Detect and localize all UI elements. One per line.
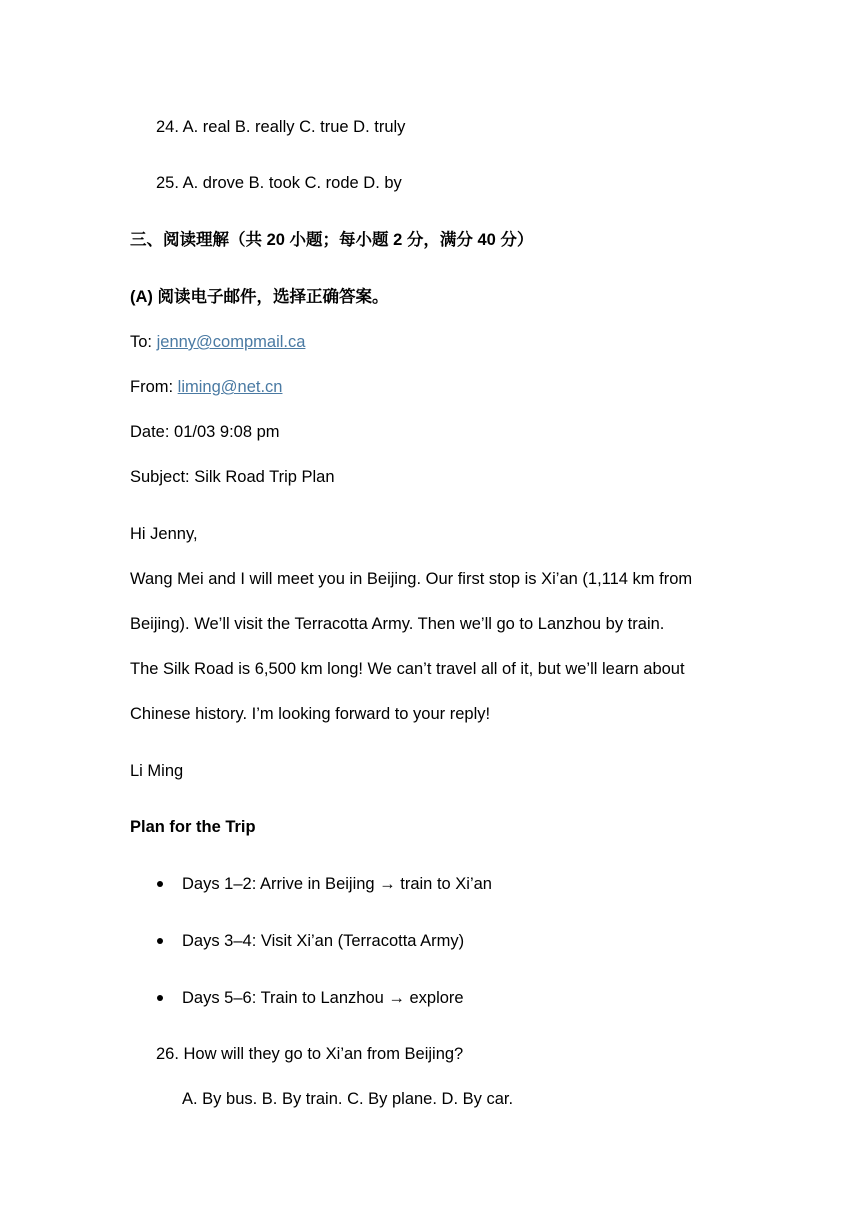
email-from-line <box>130 376 282 398</box>
section-heading: 三、阅读理解（共 20 小题；每小题 2 分，满分 40 分） <box>130 231 534 249</box>
bullet-icon <box>157 881 163 887</box>
email-from-label: From: <box>130 378 178 396</box>
email-body-line-4: Chinese history. I’m looking forward to your reply! <box>130 705 491 723</box>
bullet-icon <box>157 938 163 944</box>
email-body-line-3: The Silk Road is 6,500 km long! We can’t travel all of it, but we’ll learn about <box>130 660 685 678</box>
email-body-line-2: Beijing). We’ll visit the Terracotta Army. Then we’ll go to Lanzhou by train. <box>130 615 665 633</box>
email-from-link[interactable]: liming@net.cn <box>177 378 283 396</box>
question-26-stem: 26. How will they go to Xi’an from Beijing? <box>156 1045 464 1063</box>
email-greeting: Hi Jenny, <box>130 525 198 543</box>
email-date: Date: 01/03 9:08 pm <box>130 423 280 441</box>
question-24: 24. A. real B. really C. true D. truly <box>156 118 406 136</box>
part-a-instruction: (A) 阅读电子邮件，选择正确答案。 <box>130 288 389 306</box>
email-signature: Li Ming <box>130 762 184 780</box>
plan-item-3: Days 5–6: Train to Lanzhou → explore <box>182 989 464 1007</box>
email-to-line <box>130 331 305 353</box>
question-26-options: A. By bus. B. By train. C. By plane. D. By car. <box>182 1090 514 1108</box>
email-to-label: To: <box>130 333 157 351</box>
plan-item-1: Days 1–2: Arrive in Beijing → train to Xi’an <box>182 875 492 893</box>
plan-item-2: Days 3–4: Visit Xi’an (Terracotta Army) <box>182 932 465 950</box>
email-body-line-1: Wang Mei and I will meet you in Beijing. Our first stop is Xi’an (1,114 km from <box>130 570 693 588</box>
plan-title: Plan for the Trip <box>130 818 256 836</box>
question-25: 25. A. drove B. took C. rode D. by <box>156 174 402 192</box>
email-to-link[interactable]: jenny@compmail.ca <box>156 333 306 351</box>
email-subject: Subject: Silk Road Trip Plan <box>130 468 335 486</box>
bullet-icon <box>157 995 163 1001</box>
